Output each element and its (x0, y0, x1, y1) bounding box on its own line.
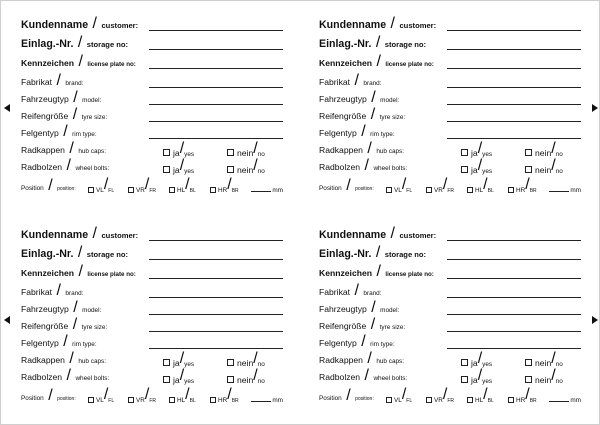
field-row (21, 125, 283, 141)
right-arrow-marker-bottom (592, 316, 598, 324)
yes-checkbox[interactable]: ja / yes (163, 350, 194, 368)
field-write-line[interactable] (149, 278, 283, 279)
yesno-label: Radkappen / hub caps: (21, 350, 107, 367)
label-card-top-right (319, 17, 581, 207)
no-checkbox[interactable]: nein / no (227, 157, 265, 175)
field-write-line[interactable] (149, 104, 283, 105)
field-label: Fahrzeugtyp / model: (319, 89, 400, 106)
field-write-line[interactable] (149, 314, 283, 315)
field-write-line[interactable] (447, 104, 581, 105)
field-row (21, 36, 283, 52)
no-checkbox[interactable]: nein / no (227, 350, 265, 368)
field-label: Kundenname / customer: (21, 225, 139, 242)
field-row (319, 284, 581, 300)
left-arrow-marker-bottom (4, 316, 10, 324)
no-checkbox[interactable]: nein / no (525, 350, 563, 368)
field-label: Fabrikat / brand: (21, 72, 84, 89)
field-row (21, 246, 283, 262)
field-write-line[interactable] (149, 30, 283, 31)
field-row (21, 108, 283, 124)
yesno-label: Radbolzen / wheel bolts: (319, 367, 408, 384)
field-row (21, 227, 283, 243)
field-write-line[interactable] (149, 121, 283, 122)
label-card-top-left (21, 17, 283, 207)
field-row (319, 55, 581, 71)
field-row (21, 74, 283, 90)
position-row (319, 386, 581, 405)
yes-checkbox[interactable]: ja / yes (461, 140, 492, 158)
field-row (319, 301, 581, 317)
field-label: Felgentyp / rim type: (21, 333, 97, 350)
field-row (319, 246, 581, 262)
field-write-line[interactable] (149, 259, 283, 260)
field-label: Kundenname / customer: (319, 15, 437, 32)
position-checkbox[interactable]: HL / BL (169, 386, 196, 404)
yes-checkbox[interactable]: ja / yes (163, 367, 194, 385)
position-checkbox[interactable]: VR / FR (128, 176, 156, 194)
field-row (21, 335, 283, 351)
position-checkbox[interactable]: HR / BR (508, 176, 537, 194)
field-write-line[interactable] (149, 297, 283, 298)
field-write-line[interactable] (447, 331, 581, 332)
yesno-row (21, 352, 283, 368)
field-write-line[interactable] (447, 87, 581, 88)
field-write-line[interactable] (149, 331, 283, 332)
measure-field[interactable]: mm (549, 187, 581, 194)
field-row (319, 318, 581, 334)
field-row (319, 74, 581, 90)
field-label: Kennzeichen / license plate no: (319, 263, 434, 280)
field-row (319, 125, 581, 141)
no-checkbox[interactable]: nein / no (525, 367, 563, 385)
position-checkbox[interactable]: VL / FL (386, 176, 412, 194)
right-arrow-marker-top (592, 104, 598, 112)
position-checkbox[interactable]: HL / BL (169, 176, 196, 194)
yes-checkbox[interactable]: ja / yes (461, 350, 492, 368)
field-write-line[interactable] (447, 278, 581, 279)
yesno-label: Radkappen / hub caps: (21, 140, 107, 157)
yesno-label: Radbolzen / wheel bolts: (319, 157, 408, 174)
field-label: Reifengröße / tyre size: (319, 316, 406, 333)
field-label: Kundenname / customer: (319, 225, 437, 242)
yesno-row (319, 369, 581, 385)
yesno-row (319, 142, 581, 158)
position-label: Position / position: (21, 177, 76, 194)
no-checkbox[interactable]: nein / no (525, 157, 563, 175)
position-checkbox[interactable]: HR / BR (508, 386, 537, 404)
field-label: Fabrikat / brand: (319, 282, 382, 299)
field-label: Felgentyp / rim type: (21, 123, 97, 140)
field-row (319, 227, 581, 243)
yesno-row (21, 159, 283, 175)
yes-checkbox[interactable]: ja / yes (163, 157, 194, 175)
left-arrow-marker-top (4, 104, 10, 112)
field-write-line[interactable] (447, 49, 581, 50)
field-write-line[interactable] (447, 314, 581, 315)
yesno-label: Radbolzen / wheel bolts: (21, 157, 110, 174)
field-row (21, 318, 283, 334)
no-checkbox[interactable]: nein / no (525, 140, 563, 158)
position-checkbox[interactable]: VL / FL (88, 386, 114, 404)
position-label: Position / position: (21, 387, 76, 404)
yes-checkbox[interactable]: ja / yes (461, 157, 492, 175)
measure-field[interactable]: mm (251, 397, 283, 404)
field-row (21, 265, 283, 281)
field-write-line[interactable] (447, 68, 581, 69)
field-label: Einlag.-Nr. / storage no: (21, 34, 129, 51)
field-write-line[interactable] (149, 138, 283, 139)
field-row (319, 36, 581, 52)
field-write-line[interactable] (149, 240, 283, 241)
field-row (21, 17, 283, 33)
yesno-row (319, 159, 581, 175)
position-checkbox[interactable]: VR / FR (128, 386, 156, 404)
field-label: Kennzeichen / license plate no: (21, 263, 136, 280)
field-write-line[interactable] (447, 121, 581, 122)
position-label: Position / position: (319, 387, 374, 404)
position-checkbox[interactable]: VR / FR (426, 176, 454, 194)
position-row (319, 176, 581, 195)
yesno-label: Radbolzen / wheel bolts: (21, 367, 110, 384)
field-label: Fahrzeugtyp / model: (21, 299, 102, 316)
field-label: Einlag.-Nr. / storage no: (21, 244, 129, 261)
label-card-bottom-left (21, 227, 283, 417)
position-checkbox[interactable]: HL / BL (467, 386, 494, 404)
field-label: Kennzeichen / license plate no: (319, 53, 434, 70)
position-checkbox[interactable]: VR / FR (426, 386, 454, 404)
field-label: Einlag.-Nr. / storage no: (319, 244, 427, 261)
field-write-line[interactable] (149, 87, 283, 88)
field-write-line[interactable] (447, 297, 581, 298)
position-checkbox[interactable]: VL / FL (88, 176, 114, 194)
yesno-row (319, 352, 581, 368)
position-row (21, 386, 283, 405)
field-label: Fabrikat / brand: (21, 282, 84, 299)
field-write-line[interactable] (447, 259, 581, 260)
label-card-bottom-right (319, 227, 581, 417)
field-row (319, 91, 581, 107)
field-row (21, 301, 283, 317)
field-write-line[interactable] (447, 240, 581, 241)
yesno-row (21, 142, 283, 158)
field-write-line[interactable] (447, 138, 581, 139)
field-label: Reifengröße / tyre size: (21, 106, 108, 123)
no-checkbox[interactable]: nein / no (227, 367, 265, 385)
position-checkbox[interactable]: VL / FL (386, 386, 412, 404)
field-row (319, 108, 581, 124)
field-row (21, 91, 283, 107)
yesno-label: Radkappen / hub caps: (319, 140, 405, 157)
field-write-line[interactable] (149, 348, 283, 349)
field-label: Reifengröße / tyre size: (21, 316, 108, 333)
field-write-line[interactable] (447, 30, 581, 31)
field-label: Kennzeichen / license plate no: (21, 53, 136, 70)
measure-field[interactable]: mm (549, 397, 581, 404)
field-label: Kundenname / customer: (21, 15, 139, 32)
position-checkbox[interactable]: HR / BR (210, 176, 239, 194)
field-label: Fabrikat / brand: (319, 72, 382, 89)
field-row (319, 17, 581, 33)
field-row (319, 335, 581, 351)
field-write-line[interactable] (149, 68, 283, 69)
field-label: Felgentyp / rim type: (319, 333, 395, 350)
field-label: Fahrzeugtyp / model: (319, 299, 400, 316)
field-row (21, 55, 283, 71)
field-write-line[interactable] (447, 348, 581, 349)
yes-checkbox[interactable]: ja / yes (163, 140, 194, 158)
position-checkbox[interactable]: HL / BL (467, 176, 494, 194)
yesno-label: Radkappen / hub caps: (319, 350, 405, 367)
measure-field[interactable]: mm (251, 187, 283, 194)
field-label: Fahrzeugtyp / model: (21, 89, 102, 106)
yes-checkbox[interactable]: ja / yes (461, 367, 492, 385)
field-write-line[interactable] (149, 49, 283, 50)
no-checkbox[interactable]: nein / no (227, 140, 265, 158)
field-label: Felgentyp / rim type: (319, 123, 395, 140)
position-label: Position / position: (319, 177, 374, 194)
field-row (319, 265, 581, 281)
field-label: Reifengröße / tyre size: (319, 106, 406, 123)
position-row (21, 176, 283, 195)
yesno-row (21, 369, 283, 385)
field-row (21, 284, 283, 300)
field-label: Einlag.-Nr. / storage no: (319, 34, 427, 51)
position-checkbox[interactable]: HR / BR (210, 386, 239, 404)
